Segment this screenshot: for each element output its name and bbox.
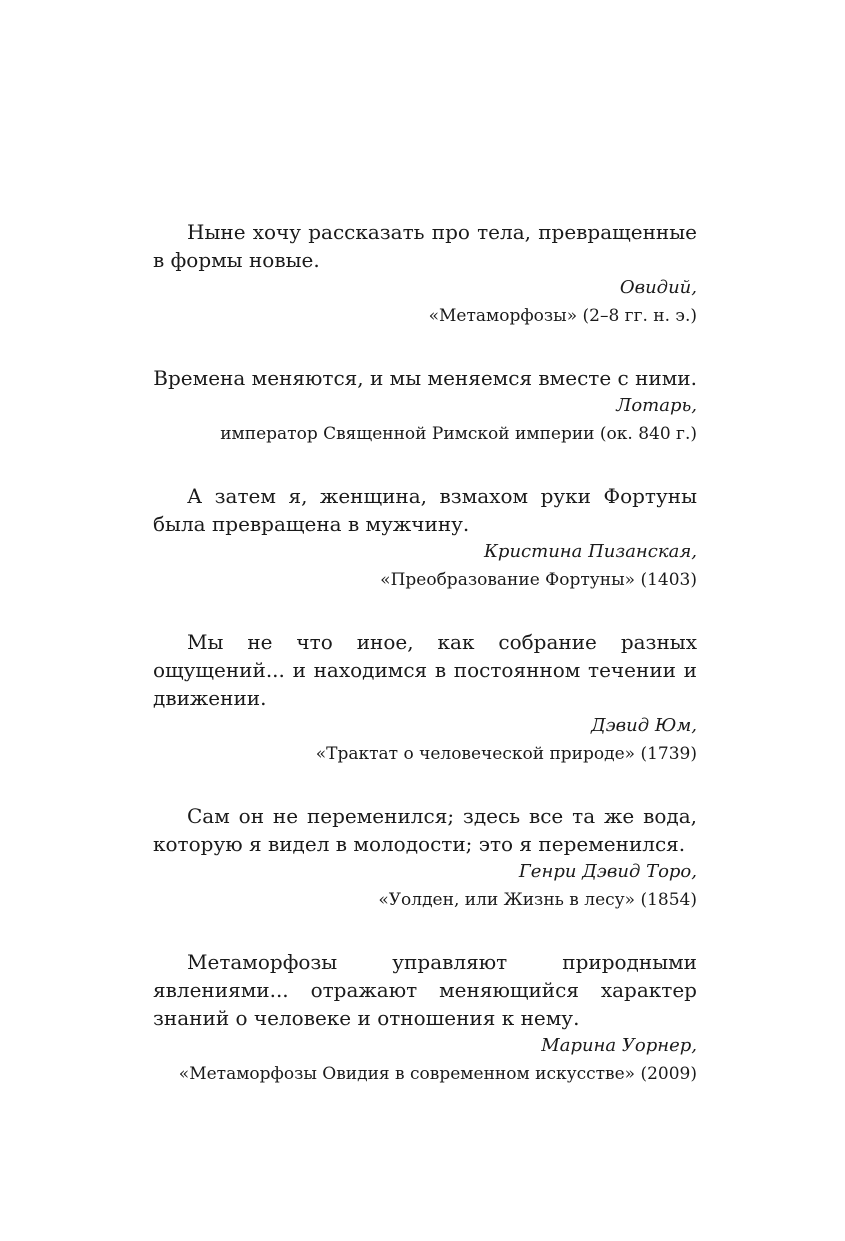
epigraph-source: «Метаморфозы» (2–8 гг. н. э.) <box>428 306 697 326</box>
epigraph-hume <box>153 628 697 768</box>
epigraph-author: Дэвид Юм, <box>590 715 697 736</box>
epigraph-warner <box>153 948 697 1088</box>
epigraph-lothair <box>153 364 697 448</box>
epigraph-quote: Сам он не переменился; здесь все та же вода, которую я видел в молодости; это я переменился. <box>153 804 697 856</box>
epigraph-source: «Преобразование Фортуны» (1403) <box>380 570 697 590</box>
epigraph-author: Марина Уорнер, <box>541 1035 697 1056</box>
epigraph-source: император Священной Римской империи (ок. 840 г.) <box>220 424 697 444</box>
epigraph-thoreau <box>153 802 697 914</box>
epigraph-quote: Метаморфозы управляют природными явлениями... отражают меняющийся характер знаний о человеке и отношения к нему. <box>153 950 697 1030</box>
epigraph-source: «Уолден, или Жизнь в лесу» (1854) <box>378 890 697 910</box>
epigraph-author: Овидий, <box>619 277 697 298</box>
epigraph-page <box>153 218 697 1122</box>
epigraph-author: Генри Дэвид Торо, <box>518 861 697 882</box>
epigraph-quote: Ныне хочу рассказать про тела, превращенные в формы новые. <box>153 220 697 272</box>
epigraph-quote: Мы не что иное, как собрание разных ощущений... и находимся в постоянном течении и движении. <box>153 630 697 710</box>
epigraph-quote: Времена меняются, и мы меняемся вместе с ними. <box>153 366 697 390</box>
epigraph-christine <box>153 482 697 594</box>
epigraph-source: «Метаморфозы Овидия в современном искусстве» (2009) <box>178 1064 697 1084</box>
epigraph-author: Лотарь, <box>616 395 697 416</box>
epigraph-quote: А затем я, женщина, взмахом руки Фортуны была превращена в мужчину. <box>153 484 697 536</box>
epigraph-ovid <box>153 218 697 330</box>
epigraph-source: «Трактат о человеческой природе» (1739) <box>315 744 697 764</box>
epigraph-author: Кристина Пизанская, <box>484 541 697 562</box>
